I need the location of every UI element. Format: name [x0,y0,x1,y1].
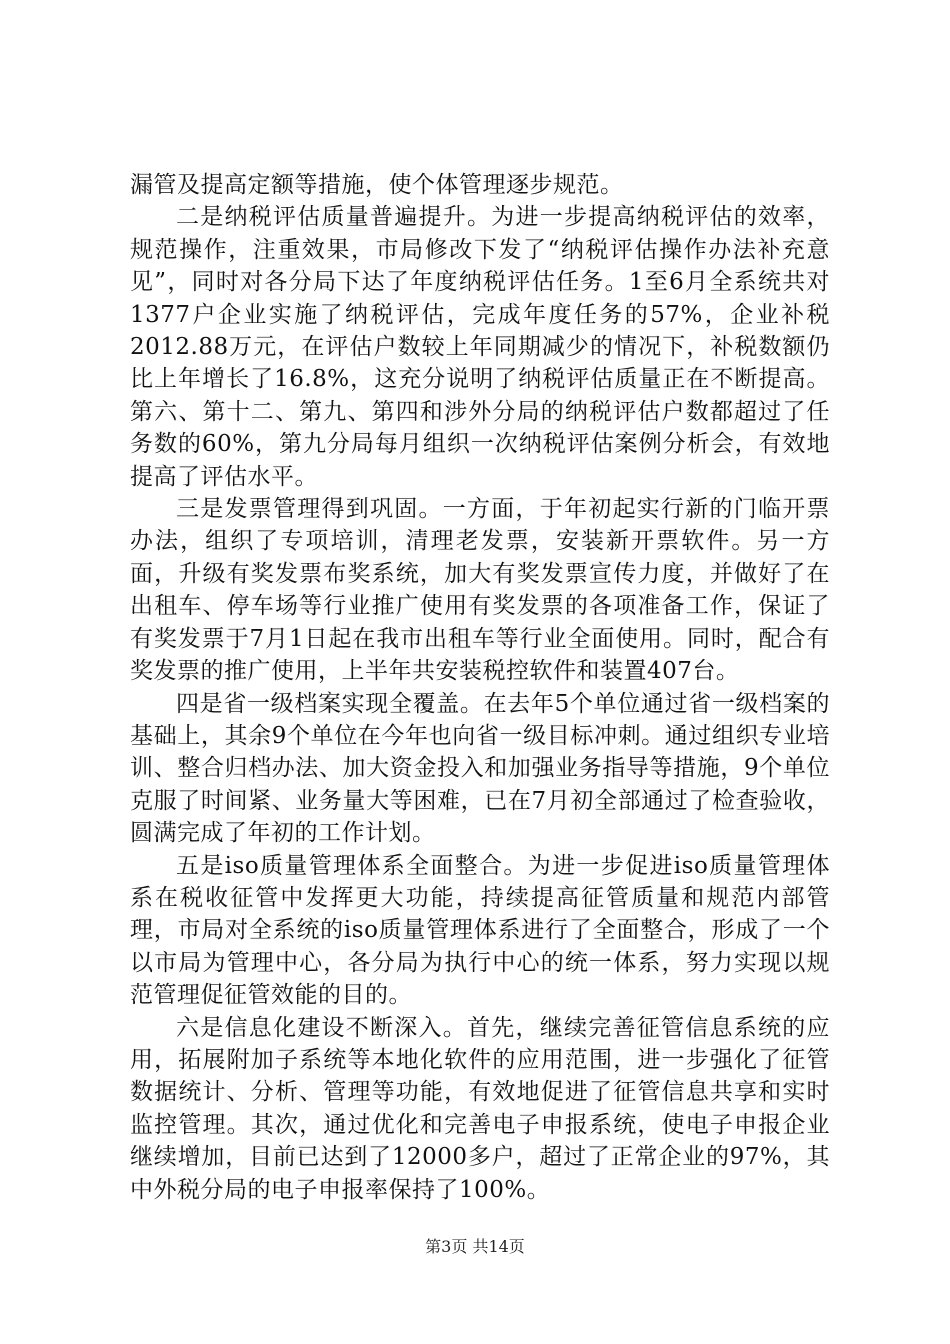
paragraph-iso-quality: 五是iso质量管理体系全面整合。为进一步促进iso质量管理体系在税收征管中发挥更大功能，持续提高征管质量和规范内部管理，市局对全系统的iso质量管理体系进行了全面整合，形成了一个以市局为管理中心，各分局为执行中心的统一体系，努力实现以规范管理促征管效能的目的。 [130,852,830,1009]
paragraph-tax-assessment: 二是纳税评估质量普遍提升。为进一步提高纳税评估的效率，规范操作，注重效果，市局修改下发了“纳税评估操作办法补充意见”，同时对各分局下达了年度纳税评估任务。1至6月全系统共对1377户企业实施了纳税评估，完成年度任务的57%，企业补税2012.88万元，在评估户数较上年同期减少的情况下，补税数额仍比上年增长了16.8%，这充分说明了纳税评估质量正在不断提高。第六、第十二、第九、第四和涉外分局的纳税评估户数都超过了任务数的60%，第九分局每月组织一次纳税评估案例分析会，有效地提高了评估水平。 [130,204,830,490]
paragraph-informatization: 六是信息化建设不断深入。首先，继续完善征管信息系统的应用，拓展附加子系统等本地化软件的应用范围，进一步强化了征管数据统计、分析、管理等功能，有效地促进了征管信息共享和实时监控管理。其次，通过优化和完善电子申报系统，使电子申报企业继续增加，目前已达到了12000多户，超过了正常企业的97%，其中外税分局的电子申报率保持了100%。 [130,1014,830,1203]
paragraph-invoice-management: 三是发票管理得到巩固。一方面，于年初起实行新的门临开票办法，组织了专项培训，清理老发票，安装新开票软件。另一方面，升级有奖发票布奖系统，加大有奖发票宣传力度，并做好了在出租车、停车场等行业推广使用有奖发票的各项准备工作，保证了有奖发票于7月1日起在我市出租车等行业全面使用。同时，配合有奖发票的推广使用，上半年共安装税控软件和装置407台。 [130,496,830,685]
page-number-footer: 第3页 共14页 [425,1237,525,1256]
paragraph-continuation: 漏管及提高定额等措施，使个体管理逐步规范。 [130,172,624,198]
paragraph-archives: 四是省一级档案实现全覆盖。在去年5个单位通过省一级档案的基础上，其余9个单位在今年也向省一级目标冲刺。通过组织专业培训、整合归档办法、加大资金投入和加强业务指导等措施，9个单位克服了时间紧、业务量大等困难，已在7月初全部通过了检查验收，圆满完成了年初的工作计划。 [130,690,830,847]
document-body [130,169,830,1206]
